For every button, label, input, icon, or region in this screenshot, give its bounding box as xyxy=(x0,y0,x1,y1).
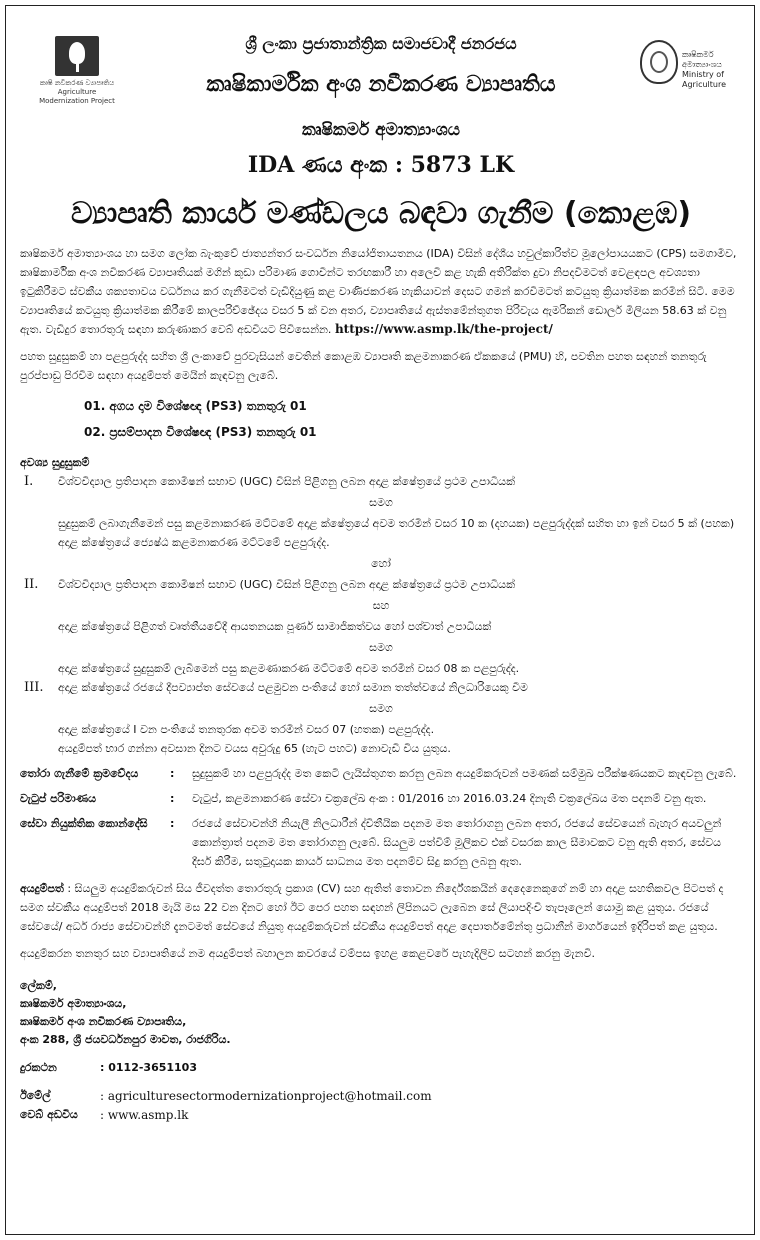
header-line-1: ශ්‍රී ලංකා ප්‍රජාතාන්ත්‍රික සමාජවාදී ජනරජය xyxy=(245,34,517,53)
web-label: වෙබ් අඩවිය xyxy=(20,1108,78,1121)
email-link[interactable]: : agriculturesectormodernizationproject@hotmail.com xyxy=(100,1089,432,1103)
application-paragraph xyxy=(20,879,742,936)
requirement-number: III. xyxy=(24,680,44,695)
project-logo-caption: කෘෂි නවීකරණ ව්‍යාපෘතිය Agriculture Modernization Project xyxy=(39,79,115,105)
requirement-text: සුදුසුකම් ලබාගැනීමෙන් පසු කළමනාකරණ මට්ටමේ අදාළ ක්ෂේත්‍රයේ අවම තරමින් වසර 10 ක (දහයක) පළපුරුද්දක් සහිත හා ඉන් වසර 5 ක් (පහක) අදාළ ක්ෂේත්‍රයේ ජ්‍යෙෂ්ඨ කළමනාකරණ මට්ටමේ පළපුරුද්ද. xyxy=(58,517,735,549)
intro-paragraph xyxy=(20,244,742,339)
phone-number: : 0112-3651103 xyxy=(100,1061,197,1074)
body xyxy=(20,244,742,1125)
web-row xyxy=(20,1106,742,1125)
signature-line: අංක 288, ශ්‍රී ජයවර්ධනපුර මාවත, රාජගිරිය. xyxy=(20,1033,231,1046)
salary-scale: වැටුප් පරිමාණය : වැටුප්, කළමනාකරණ සේවා චක්‍රලේඛ අංක : 01/2016 හා 2016.03.24 දිනැති චක්‍රලේඛය මත පදනම් වනු ඇත. xyxy=(20,789,742,808)
requirement-text: අදාළ ක්ෂේත්‍රයේ I වන පංතියේ තනතුරක අවම තරමින් වසර 07 (හතක) පළපුරුද්ද. xyxy=(58,723,435,736)
email-row xyxy=(20,1087,742,1106)
signature-line: ලේකම්, xyxy=(20,979,57,992)
post-2: 02. ප්‍රසම්පාදන විශේෂඥ (PS3) තනතුරු 01 xyxy=(84,425,317,439)
application-label: අයදුම්පත් xyxy=(20,882,64,895)
requirements-title: අවශ්‍ය සුදුසුකම් xyxy=(20,456,90,469)
phone-row xyxy=(20,1059,742,1077)
ministry-logo-caption: කෘෂිකර්ම අමාත්‍යාංශය Ministry of Agriculture xyxy=(682,50,726,89)
conjunction: සමග xyxy=(369,702,393,715)
requirement-text: අදාළ ක්ෂේත්‍රයේ සුදුසුකම් ලැබීමෙන් පසු කළමණාකරණ මට්ටමේ අවම තරමින් වසර 08 ක පළපුරුද්ද. xyxy=(58,662,520,675)
field-value: සුදුසුකම් හා පළපුරුද්ද මත කෙටි ලැයිස්තුගත කරනු ලබන අයදුම්කරුවන් පමණක් සම්මුඛ පරීක්ෂණයකට කැඳවනු ලැබේ. xyxy=(192,767,737,780)
conjunction: හෝ xyxy=(371,557,391,570)
conjunction: සමග xyxy=(369,641,393,654)
email-label: ඊමේල් xyxy=(20,1089,51,1102)
contact-block xyxy=(20,1059,742,1125)
requirement-text: විශ්වවිද්‍යාල ප්‍රතිපාදන කොමිෂන් සභාව (UGC) විසින් පිළිගනු ලබන අදාළ ක්ෂේත්‍රයේ ප්‍රථම උපාධියක් xyxy=(58,578,516,591)
requirement-text: විශ්වවිද්‍යාල ප්‍රතිපාදන කොමිෂන් සභාව (UGC) විසින් පිළිගනු ලබන අදාළ ක්ෂේත්‍රයේ ප්‍රථම උපාධියක් xyxy=(58,475,516,488)
project-url-link[interactable]: https://www.asmp.lk/the-project/ xyxy=(334,322,553,336)
requirement-number: II. xyxy=(24,577,39,592)
field-value: රජයේ සේවාවන්හි නියැලී නිලධාරීන් ද්විතීයික පදනම මත තෝරාගනු ලබන අතර, රජයේ සේවයෙන් බැහැර අයවලුන් කොන්ත්‍රාත් පදනම මත තෝරාගනු ලැබේ. සියලුම පත්වීම් මූලිකව එක් වසරක කාල සීමාවකට වනු ඇති අතර, සේවය දීර්ඝ කිරීම, සතුටුදායක කාර්ය සාධනය මත පදනම්ව සිදු කරනු ලබනු ඇත. xyxy=(192,817,722,868)
header xyxy=(6,6,756,236)
signature-line: කෘෂිකර්ම අංශ නවීකරණ ව්‍යාපෘතිය, xyxy=(20,1015,187,1028)
phone-label: දුරකථන xyxy=(20,1061,57,1074)
vacancy-paragraph: පහත සුදුසුකම් හා පළපුරුද්ද සහිත ශ්‍රී ලංකාවේ පුරවැසියන් වෙතින් කොළඹ ව්‍යාපෘති කළමනාකරණ ඒකකයේ (PMU) හි, පවතින පහත සඳහන් තනතුරු පුරප්පාඩු පිරවීම සඳහා අයදුම්පත් මෙයින් කැඳවනු ලැබේ. xyxy=(20,350,707,382)
application-text: : සියලුම අයදුම්කරුවන් සිය ජීවදත්ත තොරතුරු ප්‍රකාශ (CV) සහ ඇතිත් තොවන නිර්දේශකයින් දෙදෙනෙකුගේ නම් හා අදාළ සහතිකවල පිටපත් ද සමග ස්වකීය අයදුම්පත් 2018 මැයි මස 22 වන දිනට හෝ ඊට පෙර පහත සඳහන් ලිපිනයට ලැබෙන සේ ලියාපදිංචි තැපෑලෙන් යොමු කළ යුතුය. රජයේ සේවයේ/ අර්ධ රාජ්‍ය සේවාවන්හි දැනටමත් සේවයේ නියුතු අයදුම්කරුවන් ස්වකීය අයදුම්පත් අදාළ දෙපාර්තමේන්තු ප්‍රධානීන් මාර්ගයෙන් ඉදිරිපත් කළ යුතුය. xyxy=(20,882,724,933)
requirement-text: අදාළ ක්ෂේත්‍රයේ රජයේ දීපව්‍යාප්ත සේවයේ පළමුවන පංතියේ හෝ සමාන තත්ත්වයේ නිලධාරියෙකු වීම xyxy=(58,681,528,694)
header-line-2: කෘෂිකාර්මික අංශ නවීකරණ ව්‍යාපෘතිය xyxy=(206,72,556,97)
field-key: සේවා නියුක්තික කොන්දේසි xyxy=(20,817,148,830)
header-line-3: කෘෂිකර්ම අමාත්‍යාංශය xyxy=(302,120,460,140)
service-conditions: සේවා නියුක්තික කොන්දේසි : රජයේ සේවාවන්හි නියැලී නිලධාරීන් ද්විතීයික පදනම මත තෝරාගනු ලබන අතර, රජයේ සේවයෙන් බැහැර අයවලුන් කොන්ත්‍රාත් පදනම මත තෝරාගනු ලැබේ. සියලුම පත්වීම් මූලිකව එක් වසරක කාල සීමාවකට වනු ඇති අතර, සේවය දීර්ඝ කිරීම, සතුටුදායක කාර්ය සාධනය මත පදනම්ව සිදු කරනු ලබනු ඇත. xyxy=(20,814,742,871)
intro-text: කෘෂිකර්ම අමාත්‍යාංශය හා සමග ලෝක බැංකුවේ ජාත්‍යන්තර සංවර්ධන නියෝජිතායතනය (IDA) විසින් දේශීය හවුල්කාරිත්ව මූලෝපායයකට (CPS) සමගාමීව, කෘෂිකාර්මික අංශ නවීකරණ ව්‍යාපෘතියක් මගින් කුඩා පරිමාණ ගොවීන්ට තරඟකාරී හා අලෙවි කළ හැකි අතිරික්ත දුවා නිපදවීමටත් වෙළඳපල අවශ්‍යතා ඉටුකිරීමට ස්වකීය ශක්‍යතාවය වර්ධනය කර ගැනීමටත් වැඩිදියුණු කළ වාණිජකරණ හැකියාවන් දෙසට ගමන් කරවීමටත් කටයුතු ක්‍රියාත්මක කරමින් සිටී. මෙම ව්‍යාපෘතියේ කටයුතු ක්‍රියාත්මක කිරීමේ කාලපරිච්ඡේදය වසර 5 ක් වන අතර, ව්‍යාපෘතියේ ඇස්තමේන්තුගත පිරිවැය ඇමරිකන් ඩොලර් මිලියන 58.63 ක් වනු ඇත. වැඩිදුර තොරතුරු සඳහා කරුණාකර වෙබ් අඩවියට පිවිසෙන්න. xyxy=(20,247,737,336)
conjunction: සමග xyxy=(369,496,393,509)
website-link[interactable]: : www.asmp.lk xyxy=(100,1108,189,1122)
requirement-ii xyxy=(20,575,742,594)
field-value: වැටුප්, කළමනාකරණ සේවා චක්‍රලේඛ අංක : 01/2016 හා 2016.03.24 දිනැති චක්‍රලේඛය මත පදනම් වනු ඇත. xyxy=(192,792,707,805)
loan-number: IDA ණය අංක : 5873 LK xyxy=(247,152,515,178)
advertisement-page xyxy=(5,5,755,1235)
signature-block xyxy=(20,977,742,1049)
post-1: 01. අගය දාම විශේෂඥ (PS3) තනතුරු 01 xyxy=(84,399,307,413)
requirement-iii xyxy=(20,678,742,697)
requirement-number: I. xyxy=(24,474,34,489)
age-limit: අයදුම්පත් භාර ගන්නා අවසාන දිනට වයස අවුරුදු 65 (හැට පහට) නොවැඩි විය යුතුය. xyxy=(58,742,451,755)
conjunction: සහ xyxy=(372,599,390,612)
envelope-note: අයදුම්කරන තනතුර සහ ව්‍යාපෘතියේ නම අයදුම්පත් බහාලන කවරයේ වම්පස ඉහළ කෙළවරේ පැහැදිලිව සටහන් කරනු මැනවි. xyxy=(20,947,596,960)
page-title: ව්‍යාපෘති කාර්ය මණ්ඩලය බඳවා ගැනීම (කොළඹ) xyxy=(70,196,692,231)
field-key: වැටුප් පරිමාණය xyxy=(20,792,97,805)
requirement-text: අදාළ ක්ෂේත්‍රයේ පිළිගත් වෘත්තීයවේදී ආයතනයක පූර්ණ සාමාජිකත්වය හෝ පශ්චාත් උපාධියක් xyxy=(58,620,492,633)
state-emblem-icon xyxy=(640,40,678,84)
field-key: තෝරා ගැනීමේ ක්‍රමවේදය xyxy=(20,767,139,780)
signature-line: කෘෂිකර්ම අමාත්‍යාංශය, xyxy=(20,997,127,1010)
requirement-i xyxy=(20,472,742,491)
selection-method: තෝරා ගැනීමේ ක්‍රමවේදය : සුදුසුකම් හා පළපුරුද්ද මත කෙටි ලැයිස්තුගත කරනු ලබන අයදුම්කරුවන් පමණක් සම්මුඛ පරීක්ෂණයකට කැඳවනු ලැබේ. xyxy=(20,764,742,783)
